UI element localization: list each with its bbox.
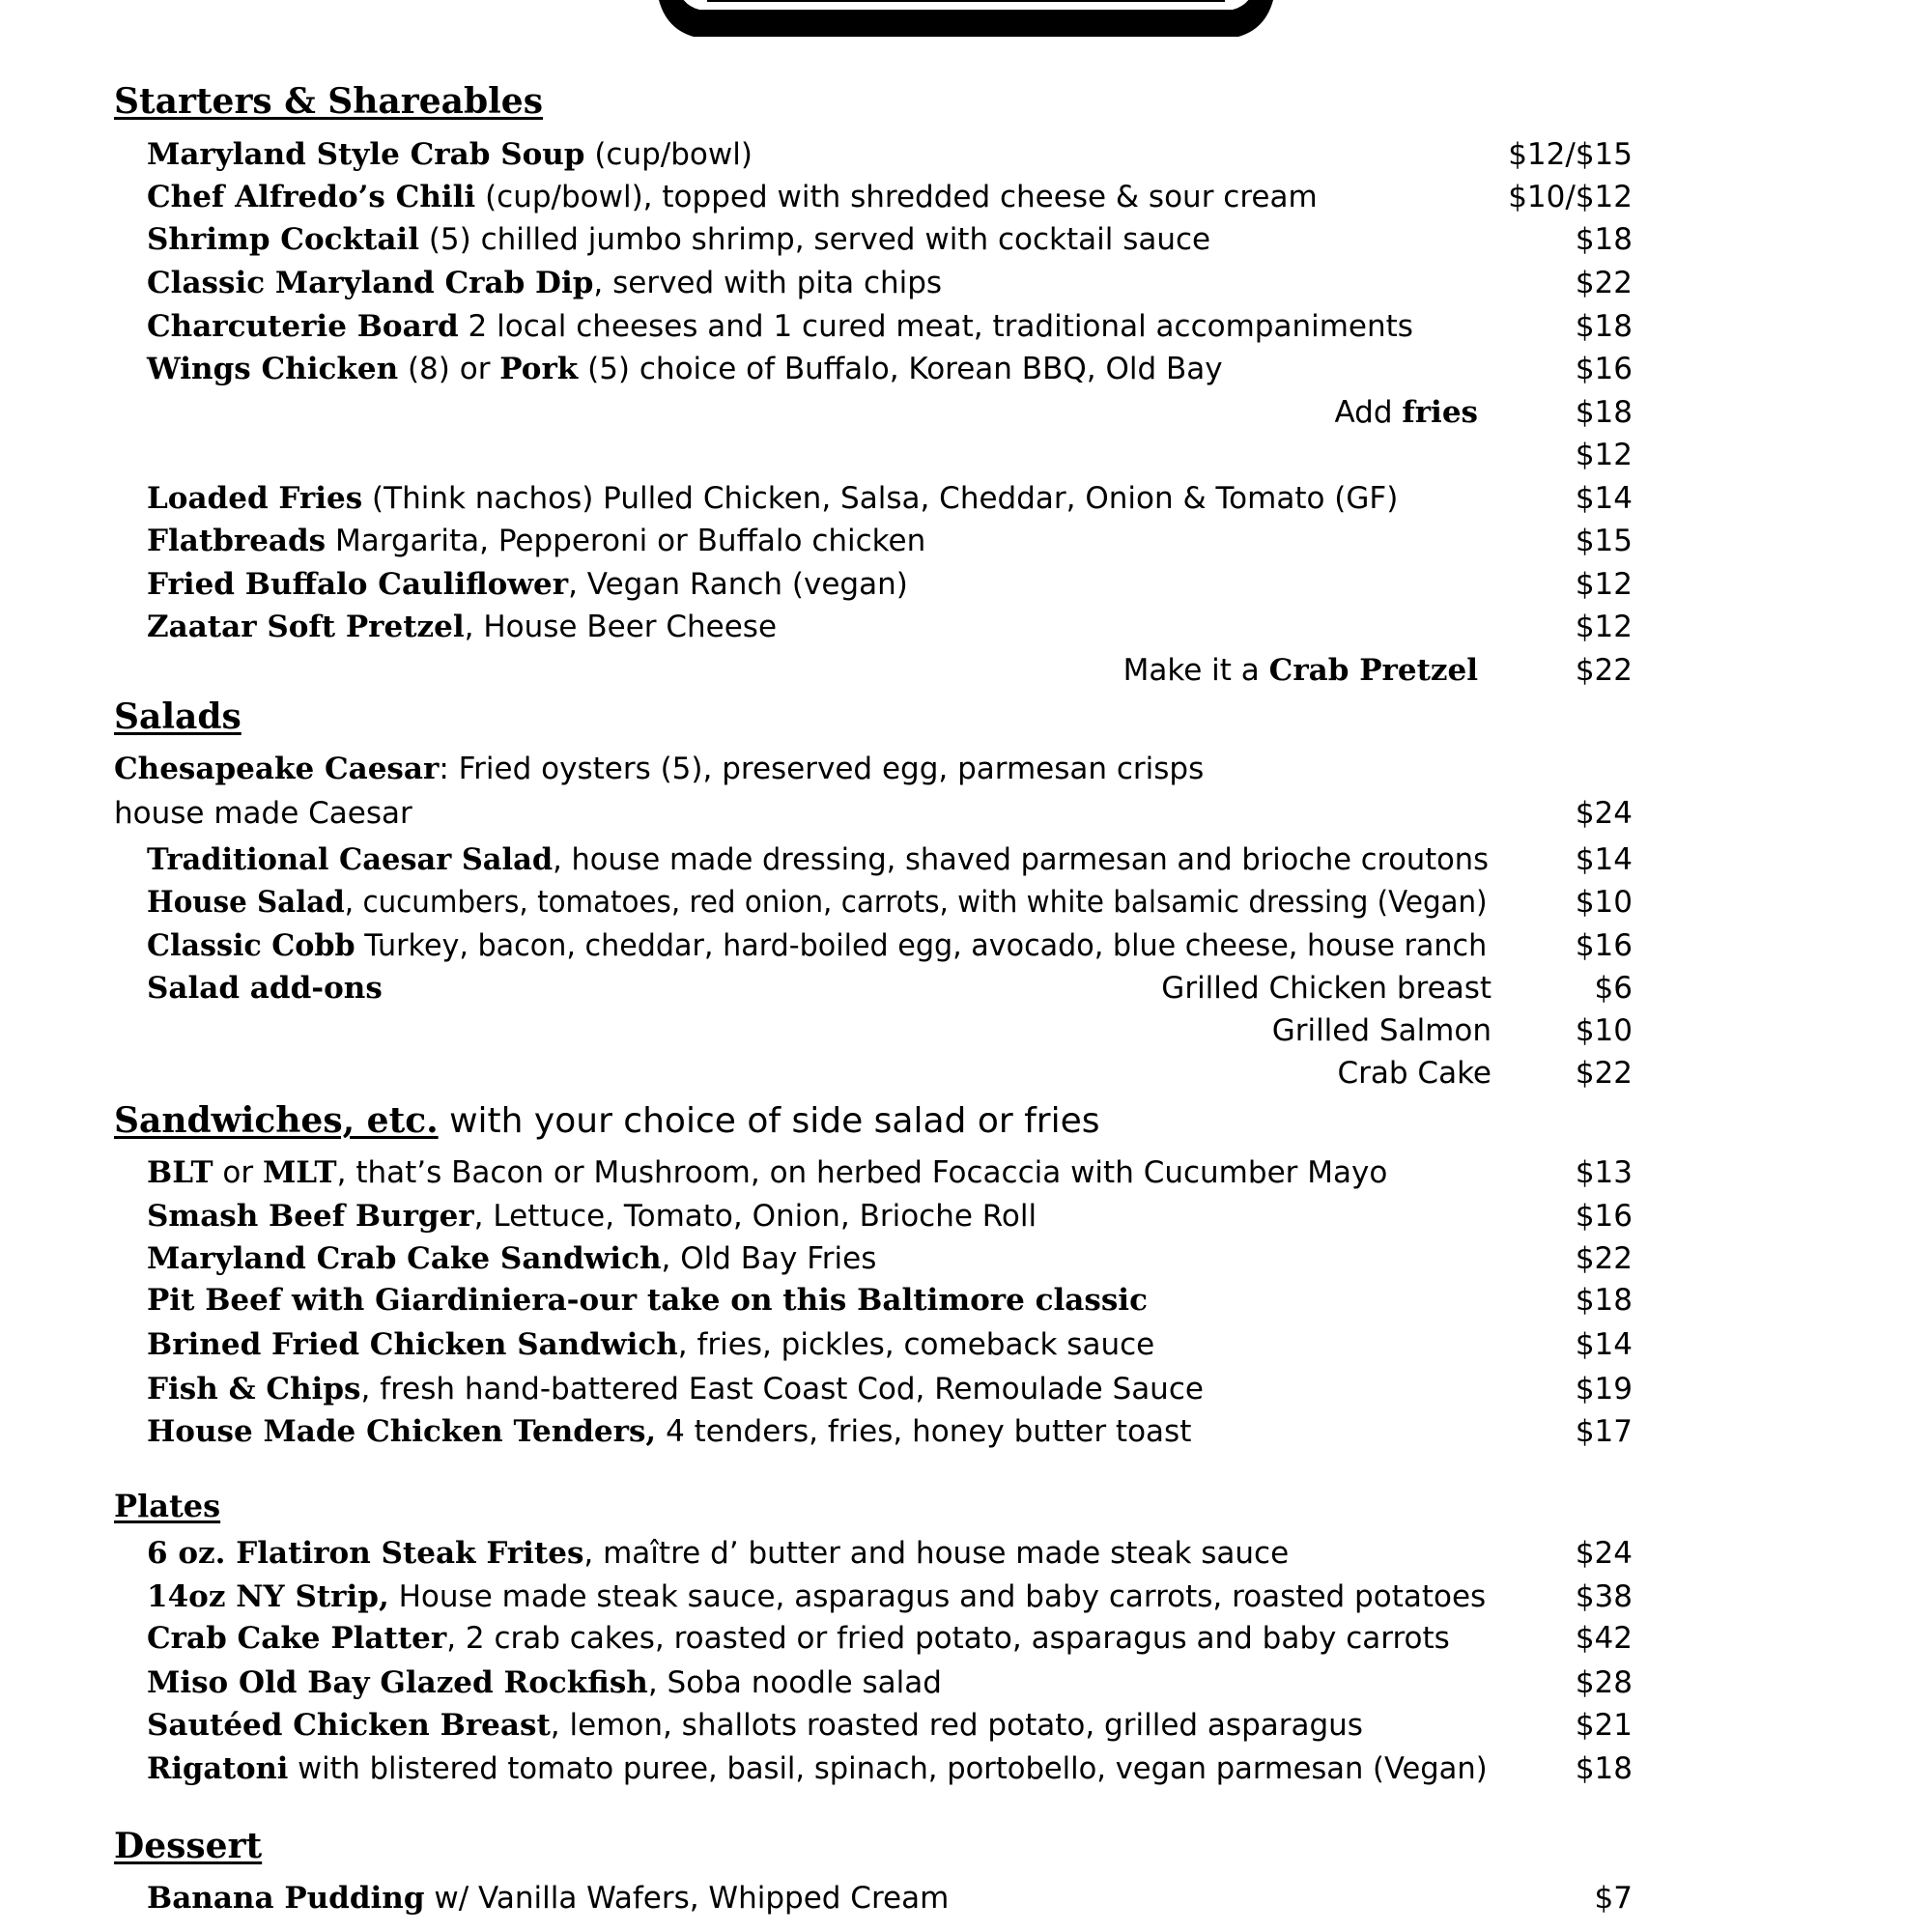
item-price: $18 bbox=[1575, 395, 1633, 430]
menu-item: Flatbreads Margarita, Pepperoni or Buffalo chicken $15 bbox=[147, 521, 1633, 561]
item-name: 6 oz. Flatiron Steak Frites bbox=[147, 1536, 584, 1571]
item-name: House Made Chicken Tenders, bbox=[147, 1414, 657, 1449]
item-name: Zaatar Soft Pretzel bbox=[147, 610, 465, 644]
menu-item: Fish & Chips, fresh hand-battered East Coast Cod, Remoulade Sauce $19 bbox=[147, 1369, 1633, 1409]
item-price: $15 bbox=[1575, 524, 1633, 558]
menu-item: Chef Alfredo’s Chili (cup/bowl), topped with shredded cheese & sour cream $10/$12 bbox=[147, 177, 1633, 217]
menu-item: Charcuterie Board 2 local cheeses and 1 cured meat, traditional accompaniments $18 bbox=[147, 306, 1633, 347]
item-name: BLT bbox=[147, 1155, 213, 1190]
section-title-sandwiches: Sandwiches, etc. with your choice of side salad or fries bbox=[114, 1100, 1100, 1141]
item-price: $13 bbox=[1575, 1155, 1633, 1190]
item-name: Brined Fried Chicken Sandwich bbox=[147, 1327, 678, 1362]
item-name: Classic Maryland Crab Dip bbox=[147, 266, 594, 300]
item-name: Sautéed Chicken Breast bbox=[147, 1708, 551, 1743]
menu-item: BLT or MLT, that’s Bacon or Mushroom, on herbed Focaccia with Cucumber Mayo $13 bbox=[147, 1152, 1633, 1193]
menu-item: House Salad, cucumbers, tomatoes, red onion, carrots, with white balsamic dressing (Vegan) $10 bbox=[147, 882, 1633, 923]
item-price: $12/$15 bbox=[1508, 137, 1633, 172]
menu-item: Banana Pudding w/ Vanilla Wafers, Whipped Cream $7 bbox=[147, 1878, 1633, 1918]
item-price: $18 bbox=[1575, 309, 1633, 344]
item-name: Rigatoni bbox=[147, 1751, 289, 1786]
item-price: $28 bbox=[1575, 1665, 1633, 1700]
item-price: $22 bbox=[1575, 653, 1633, 688]
item-name: 14oz NY Strip, bbox=[147, 1579, 389, 1614]
menu-addon: Add fries $18 bbox=[147, 392, 1633, 433]
menu-item: Traditional Caesar Salad, house made dressing, shaved parmesan and brioche croutons $14 bbox=[147, 839, 1633, 880]
menu-item: Smash Beef Burger, Lettuce, Tomato, Onion, Brioche Roll $16 bbox=[147, 1196, 1633, 1236]
menu-item: Maryland Style Crab Soup (cup/bowl) $12/$15 bbox=[147, 134, 1633, 175]
item-price: $16 bbox=[1575, 1199, 1633, 1234]
menu-item: Wings Chicken (8) or Pork (5) choice of Buffalo, Korean BBQ, Old Bay $16 bbox=[147, 349, 1633, 389]
item-name: Shrimp Cocktail bbox=[147, 222, 419, 257]
menu-item: 6 oz. Flatiron Steak Frites, maître d’ butter and house made steak sauce $24 bbox=[147, 1533, 1633, 1574]
item-price: $16 bbox=[1575, 928, 1633, 963]
item-price: $24 bbox=[1575, 1536, 1633, 1571]
menu-addon: Make it a Crab Pretzel $22 bbox=[147, 650, 1633, 691]
item-price: $14 bbox=[1575, 481, 1633, 516]
item-price: $18 bbox=[1575, 1283, 1633, 1318]
item-price: $14 bbox=[1575, 842, 1633, 877]
menu-item bbox=[147, 1280, 1633, 1321]
item-price: $16 bbox=[1575, 352, 1633, 386]
menu-header-banner bbox=[649, 0, 1283, 37]
item-price: $38 bbox=[1575, 1579, 1633, 1614]
item-name: Wings Chicken bbox=[147, 352, 399, 386]
item-price: $18 bbox=[1575, 1751, 1633, 1786]
menu-item: Classic Cobb Turkey, bacon, cheddar, hard-boiled egg, avocado, blue cheese, house ranch $16 bbox=[147, 925, 1633, 966]
item-name: Flatbreads bbox=[147, 524, 327, 558]
item-name: Pit Beef with Giardiniera-our take on this Baltimore classic bbox=[147, 1283, 1148, 1318]
item-price: $10/$12 bbox=[1508, 180, 1633, 214]
item-name: Crab Cake Platter bbox=[147, 1621, 447, 1656]
item-price: $21 bbox=[1575, 1708, 1633, 1743]
item-name: Classic Cobb bbox=[147, 928, 355, 963]
item-name: Miso Old Bay Glazed Rockfish bbox=[147, 1665, 648, 1700]
menu-item: Maryland Crab Cake Sandwich, Old Bay Fries $22 bbox=[147, 1238, 1633, 1279]
item-price: $19 bbox=[1575, 1372, 1633, 1406]
item-price: $14 bbox=[1575, 1327, 1633, 1362]
salad-addons: Salad add-ons Grilled Chicken breast $6 bbox=[147, 968, 1633, 1009]
item-name: Fish & Chips bbox=[147, 1372, 361, 1406]
item-name: Traditional Caesar Salad bbox=[147, 842, 554, 877]
item-price: $22 bbox=[1575, 266, 1633, 300]
item-price: $22 bbox=[1575, 1056, 1633, 1091]
item-price: $10 bbox=[1575, 885, 1633, 920]
menu-extra-price bbox=[147, 435, 1633, 475]
item-price: $7 bbox=[1594, 1881, 1633, 1916]
menu-item: 14oz NY Strip, House made steak sauce, asparagus and baby carrots, roasted potatoes $38 bbox=[147, 1577, 1633, 1617]
item-name: Chesapeake Caesar bbox=[114, 752, 440, 786]
item-name: House Salad bbox=[147, 885, 345, 920]
section-title-salads: Salads bbox=[114, 696, 242, 737]
item-name: Charcuterie Board bbox=[147, 309, 459, 344]
item-name: Maryland Style Crab Soup bbox=[147, 137, 585, 172]
item-price: $42 bbox=[1575, 1621, 1633, 1656]
menu-item: Miso Old Bay Glazed Rockfish, Soba noodle salad $28 bbox=[147, 1662, 1633, 1703]
item-name: Maryland Crab Cake Sandwich bbox=[147, 1241, 662, 1276]
item-price: $12 bbox=[1575, 567, 1633, 602]
item-price: $18 bbox=[1575, 222, 1633, 257]
menu-item: House Made Chicken Tenders, 4 tenders, fries, honey butter toast $17 bbox=[147, 1411, 1633, 1452]
item-name: Fried Buffalo Cauliflower bbox=[147, 567, 569, 602]
item-price: $12 bbox=[1575, 610, 1633, 644]
menu-item: Crab Cake Platter, 2 crab cakes, roasted or fried potato, asparagus and baby carrots $42 bbox=[147, 1618, 1633, 1659]
menu-item: Sautéed Chicken Breast, lemon, shallots roasted red potato, grilled asparagus $21 bbox=[147, 1705, 1633, 1746]
item-price: $10 bbox=[1575, 1013, 1633, 1048]
menu-item: Classic Maryland Crab Dip, served with pita chips $22 bbox=[147, 263, 1633, 303]
menu-item: Brined Fried Chicken Sandwich, fries, pickles, comeback sauce $14 bbox=[147, 1324, 1633, 1365]
section-title-dessert: Dessert bbox=[114, 1826, 263, 1866]
item-name: Banana Pudding bbox=[147, 1881, 425, 1916]
menu-item: Shrimp Cocktail (5) chilled jumbo shrimp, served with cocktail sauce $18 bbox=[147, 219, 1633, 260]
item-name: Chef Alfredo’s Chili bbox=[147, 180, 476, 214]
section-subtitle: with your choice of side salad or fries bbox=[438, 1101, 1100, 1141]
section-title-starters: Starters & Shareables bbox=[114, 81, 543, 122]
item-price: $24 bbox=[1575, 796, 1633, 831]
item-name: Loaded Fries bbox=[147, 481, 363, 516]
salad-addon: Crab Cake $22 bbox=[147, 1053, 1633, 1094]
item-price: $22 bbox=[1575, 1241, 1633, 1276]
menu-item: Loaded Fries (Think nachos) Pulled Chicken, Salsa, Cheddar, Onion & Tomato (GF) $14 bbox=[147, 478, 1633, 519]
menu-item: Chesapeake Caesar: Fried oysters (5), preserved egg, parmesan crisps bbox=[114, 752, 1205, 786]
menu-item-continued: house made Caesar $24 bbox=[114, 793, 1633, 834]
menu-item: Zaatar Soft Pretzel, House Beer Cheese $12 bbox=[147, 607, 1633, 647]
item-price: $12 bbox=[1575, 438, 1633, 472]
item-price: $17 bbox=[1575, 1414, 1633, 1449]
menu-item: Rigatoni with blistered tomato puree, basil, spinach, portobello, vegan parmesan (Vegan) $18 bbox=[147, 1748, 1633, 1789]
salad-addon: Grilled Salmon $10 bbox=[147, 1010, 1633, 1051]
item-name: Smash Beef Burger bbox=[147, 1199, 474, 1234]
menu-item: Fried Buffalo Cauliflower, Vegan Ranch (vegan) $12 bbox=[147, 564, 1633, 605]
addons-label: Salad add-ons bbox=[147, 971, 383, 1006]
item-price: $6 bbox=[1594, 971, 1633, 1006]
section-title-plates: Plates bbox=[114, 1488, 221, 1524]
